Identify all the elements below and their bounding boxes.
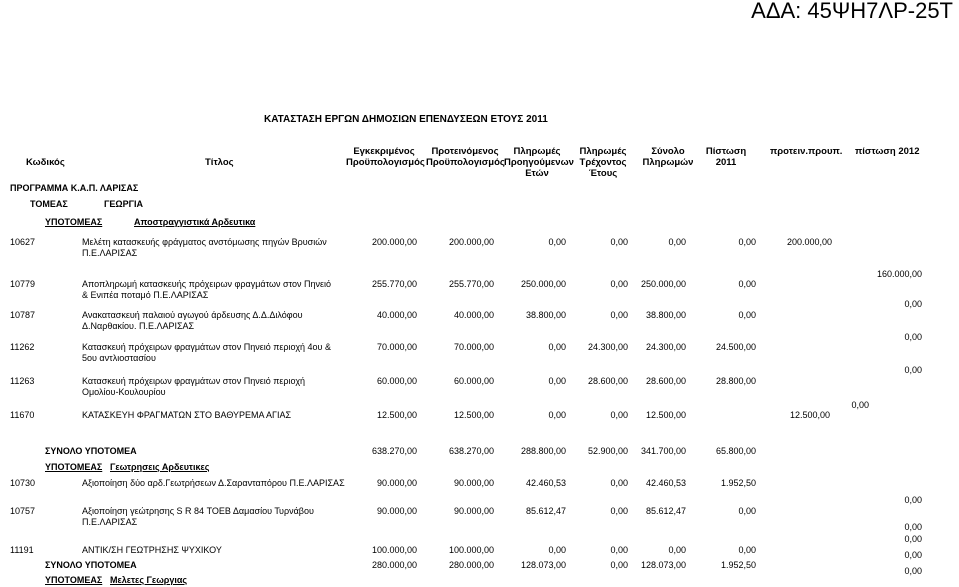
subtotal-credit: 65.800,00 [715, 446, 756, 456]
subtotal-prev-payments: 288.800,00 [520, 446, 566, 456]
row-current-payments: 0,00 [610, 545, 628, 555]
subtotal-proposed: 638.270,00 [448, 446, 494, 456]
row-total-payments: 28.600,00 [645, 376, 686, 386]
row-proposed: 12.500,00 [453, 410, 494, 420]
subtotal-total-payments: 128.073,00 [640, 560, 686, 570]
col-credit-line1: Πίστωση [705, 146, 747, 157]
row-code: 11670 [10, 410, 35, 420]
row-code: 11191 [10, 545, 34, 555]
row-credit: 0,00 [738, 545, 756, 555]
col-total-line2: Πληρωμών [642, 157, 694, 168]
row-total-payments: 0,00 [668, 237, 686, 247]
col-proposed-line2: Προϋπολογισμός [426, 157, 505, 168]
row-credit: 0,00 [738, 279, 756, 289]
row-credit-2012: 0,00 [904, 522, 922, 532]
row-approved: 60.000,00 [376, 376, 417, 386]
subtotal-current-payments: 52.900,00 [587, 446, 628, 456]
subtotal-prev-payments: 128.073,00 [520, 560, 566, 570]
row-approved: 200.000,00 [371, 237, 417, 247]
page-title: ΚΑΤΑΣΤΑΣΗ ΕΡΓΩΝ ΔΗΜΟΣΙΩΝ ΕΠΕΝΔΥΣΕΩΝ ΕΤΟΥΣ 2011 [264, 114, 548, 125]
row-proposed: 90.000,00 [453, 506, 494, 516]
col-prev-line3: Ετών [525, 168, 549, 179]
row-prev-payments: 0,00 [548, 545, 566, 555]
row-approved: 12.500,00 [376, 410, 417, 420]
col-title: Τίτλος [205, 157, 234, 168]
col-code: Κωδικός [26, 157, 65, 168]
credit-2012-value: 0,00 [904, 299, 922, 309]
row-prev-payments: 42.460,53 [525, 478, 566, 488]
col-approved-line1: Εγκεκριμένος [353, 146, 415, 157]
subtotal-credit: 1.952,50 [720, 560, 756, 570]
row-current-payments: 24.300,00 [587, 342, 628, 352]
credit-2012-value: 0,00 [904, 566, 922, 576]
credit-2012-value: 0,00 [851, 400, 869, 410]
col-approved-line2: Προϋπολογισμός [346, 157, 425, 168]
col-proposed-line1: Προτεινόμενος [431, 146, 499, 157]
row-prev-payments: 0,00 [548, 342, 566, 352]
col-approved [346, 146, 425, 168]
subtotal-approved: 280.000,00 [371, 560, 417, 570]
row-proposed: 100.000,00 [448, 545, 494, 555]
subtotal-label: ΣΥΝΟΛΟ ΥΠΟΤΟΜΕΑ [45, 560, 137, 570]
row-proposed-budget: 200.000,00 [786, 237, 832, 247]
row-proposed: 90.000,00 [453, 478, 494, 488]
row-proposed: 70.000,00 [453, 342, 494, 352]
row-code: 10787 [10, 310, 36, 320]
row-description: Αξιοποίηση γεώτρησης S R 84 ΤΟΕΒ Δαμασίου Τυρνάβου Π.Ε.ΛΑΡΙΣΑΣ [82, 506, 314, 527]
row-credit: 12.500,00 [789, 410, 830, 420]
row-current-payments: 0,00 [610, 410, 628, 420]
row-code: 10730 [10, 478, 36, 488]
row-current-payments: 0,00 [610, 237, 628, 247]
row-prev-payments: 0,00 [548, 376, 566, 386]
row-credit: 0,00 [738, 506, 756, 516]
row-description: ΚΑΤΑΣΚΕΥΗ ΦΡΑΓΜΑΤΩΝ ΣΤΟ ΒΑΘΥΡΕΜΑ ΑΓΙΑΣ [82, 410, 292, 420]
row-approved: 100.000,00 [371, 545, 417, 555]
subtotal-proposed: 280.000,00 [448, 560, 494, 570]
row-description: Μελέτη κατασκευής φράγματος ανστόμωσης πηγών Βρυσιών Π.Ε.ΛΑΡΙΣΑΣ [82, 237, 327, 258]
program-label: ΠΡΟΓΡΑΜΜΑ Κ.Α.Π. ΛΑΡΙΣΑΣ [10, 183, 139, 193]
subsector-name-2: Γεωτρησεις Αρδευτικες [110, 462, 210, 472]
col-current-payments [575, 146, 631, 179]
col-cur-line3: Έτους [588, 168, 618, 179]
row-total-payments: 38.800,00 [645, 310, 686, 320]
row-prev-payments: 0,00 [548, 410, 566, 420]
row-proposed: 255.770,00 [448, 279, 494, 289]
row-code: 11263 [10, 376, 35, 386]
row-total-payments: 0,00 [668, 545, 686, 555]
col-prev-payments [504, 146, 574, 179]
row-prev-payments: 0,00 [548, 237, 566, 247]
col-cur-line1: Πληρωμές [579, 146, 627, 157]
row-credit: 28.800,00 [715, 376, 756, 386]
row-credit: 24.500,00 [715, 342, 756, 352]
col-prev-line2: Προηγούμενων [504, 157, 574, 168]
row-proposed: 200.000,00 [448, 237, 494, 247]
row-approved: 255.770,00 [371, 279, 417, 289]
row-proposed: 40.000,00 [453, 310, 494, 320]
row-description: ΑΝΤΙΚ/ΣΗ ΓΕΩΤΡΗΣΗΣ ΨΥΧΙΚΟΥ [82, 545, 222, 555]
row-current-payments: 0,00 [610, 506, 628, 516]
col-prev-line1: Πληρωμές [513, 146, 561, 157]
row-credit: 0,00 [738, 237, 756, 247]
row-current-payments: 0,00 [610, 279, 628, 289]
row-code: 11262 [10, 342, 35, 352]
row-proposed: 60.000,00 [453, 376, 494, 386]
subtotal-label: ΣΥΝΟΛΟ ΥΠΟΤΟΜΕΑ [45, 446, 137, 456]
subtotal-total-payments: 341.700,00 [640, 446, 686, 456]
row-total-payments: 24.300,00 [645, 342, 686, 352]
row-approved: 70.000,00 [376, 342, 417, 352]
subtotal-current-payments: 0,00 [610, 560, 628, 570]
row-prev-payments: 38.800,00 [525, 310, 566, 320]
subsector-name-3: Μελετες Γεωργιας [110, 575, 188, 585]
col-credit-2012: πίστωση 2012 [855, 146, 920, 157]
row-prev-payments: 250.000,00 [520, 279, 566, 289]
row-approved: 90.000,00 [376, 506, 417, 516]
row-current-payments: 0,00 [610, 310, 628, 320]
row-description: Αποπληρωμή κατασκευής πρόχειρων φραγμάτων στον Πηνειό & Ενιπέα ποταμό Π.Ε.ΛΑΡΙΣΑΣ [82, 279, 332, 300]
row-approved: 90.000,00 [376, 478, 417, 488]
row-credit-2012: 0,00 [904, 550, 922, 560]
credit-2012-value: 160.000,00 [876, 269, 922, 279]
row-credit-2012: 0,00 [904, 495, 922, 505]
col-credit-2011 [703, 146, 749, 168]
row-credit: 1.952,50 [720, 478, 756, 488]
row-prev-payments: 85.612,47 [525, 506, 566, 516]
row-description: Ανακατασκευή παλαιού αγωγού άρδευσης Δ.Δ.Διλόφου Δ.Ναρθακίου. Π.Ε.ΛΑΡΙΣΑΣ [82, 310, 303, 331]
subsector-label-1: ΥΠΟΤΟΜΕΑΣ [45, 217, 103, 227]
row-total-payments: 12.500,00 [645, 410, 686, 420]
ada-code: ΑΔΑ: 45ΨΗ7ΛΡ-25Τ [751, 0, 953, 23]
row-code: 10627 [10, 237, 36, 247]
col-proposed [426, 146, 504, 168]
row-total-payments: 42.460,53 [645, 478, 686, 488]
col-credit-line2: 2011 [715, 157, 737, 168]
sector-value: ΓΕΩΡΓΙΑ [104, 199, 144, 209]
col-total-line1: Σύνολο [651, 146, 685, 157]
credit-2012-value: 0,00 [904, 365, 922, 375]
credit-2012-value: 0,00 [904, 534, 922, 544]
row-description: Κατασκευή πρόχειρων φραγμάτων στον Πηνειό περιοχή Ομολίου-Κουλουρίου [82, 376, 306, 397]
sector-label: ΤΟΜΕΑΣ [30, 199, 68, 209]
row-total-payments: 85.612,47 [645, 506, 686, 516]
subsector-label-2: ΥΠΟΤΟΜΕΑΣ [45, 462, 103, 472]
row-current-payments: 0,00 [610, 478, 628, 488]
row-total-payments: 250.000,00 [640, 279, 686, 289]
subsector-name-1: Αποστραγγιστικά Αρδευτικα [134, 217, 256, 227]
row-approved: 40.000,00 [376, 310, 417, 320]
col-cur-line2: Τρέχοντος [579, 157, 627, 168]
row-code: 10757 [10, 506, 36, 516]
row-credit: 0,00 [738, 310, 756, 320]
col-total-payments [640, 146, 696, 168]
col-proposed-budget: προτειν.προυπ. [770, 146, 843, 157]
credit-2012-value: 0,00 [904, 332, 922, 342]
row-description: Κατασκευή πρόχειρων φραγμάτων στον Πηνειό περιοχή 4ου & 5ου αντλιοστασίου [82, 342, 331, 363]
row-current-payments: 28.600,00 [587, 376, 628, 386]
subtotal-approved: 638.270,00 [371, 446, 417, 456]
subsector-label-3: ΥΠΟΤΟΜΕΑΣ [45, 575, 103, 585]
row-code: 10779 [10, 279, 36, 289]
row-description: Αξιοποίηση δύο αρδ.Γεωτρήσεων Δ.Σαρανταπόρου Π.Ε.ΛΑΡΙΣΑΣ [82, 478, 345, 488]
